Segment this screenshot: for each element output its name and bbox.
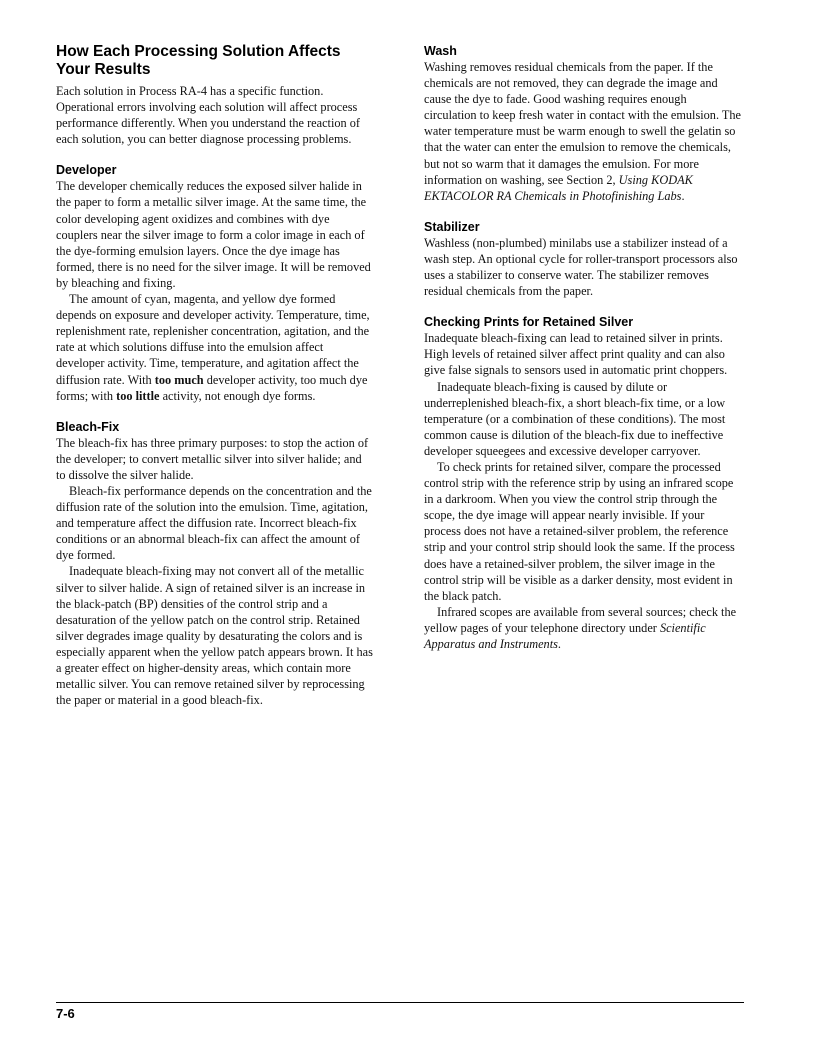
developer-paragraph-2: The amount of cyan, magenta, and yellow dye formed depends on exposure and developer activity. Temperature, time, replenishment rate, replenisher concentration, agitation, and the rate at which solutions diffuse into the emulsion affect developer activity. Time, temperature, and agitation affect the diffusion rate. With too much developer activity, too much dye forms; with too little activity, not enough dye forms. [56,292,370,403]
right-column [424,43,742,652]
retained-silver-paragraph-2: Inadequate bleach-fixing is caused by dilute or underreplenished bleach-fix, a short bleach-fix time, or a low temperature (or a combination of these conditions). The most common cause is dilution of the bleach-fix due to ineffective developer squeegees and excessive developer carryover. [424,379,726,458]
developer-heading: Developer [56,163,117,178]
retained-silver-heading: Checking Prints for Retained Silver [424,315,634,330]
section-title: How Each Processing Solution Affects Your Results [56,43,341,78]
bleach-fix-heading: Bleach-Fix [56,419,120,434]
retained-silver-paragraph-3: To check prints for retained silver, compare the processed control strip with the reference strip by using an infrared scope in a darkroom. When you view the control strip through the scope, the dye image will appear nearly invisible. If your process does not have a retained-silver problem, the reference strip and your control strip should look the same. If the process does have a retained-silver problem, the silver image in the control strip will be visible as a darker density, most evident in the black patch. [424,459,735,603]
intro-paragraph: Each solution in Process RA-4 has a specific function. Operational errors involving each solution will affect process performance differently. When you understand the reaction of each solution, you can better diagnose processing problems. [56,84,360,147]
retained-silver-paragraph-4: Infrared scopes are available from several sources; check the yellow pages of your telephone directory under Scientific Apparatus and Instruments. [424,604,737,651]
page-number: 7-6 [56,1006,75,1021]
stabilizer-paragraph: Washless (non-plumbed) minilabs use a stabilizer instead of a wash step. An optional cycle for roller-transport processors also uses a stabilizer to conserve water. The stabilizer removes residual chemicals from the paper. [424,235,738,299]
retained-silver-paragraph-1: Inadequate bleach-fixing can lead to retained silver in prints. High levels of retained silver affect print quality and can also give false signals to sensors used in automatic print choppers. [424,331,728,378]
wash-heading: Wash [424,44,457,58]
stabilizer-heading: Stabilizer [424,219,480,234]
footer-rule [56,1002,744,1003]
bleach-fix-paragraph-1: The bleach-fix has three primary purposes: to stop the action of the developer; to convert metallic silver into silver halide; and to dissolve the silver halide. [56,435,369,482]
left-column [56,43,374,708]
developer-paragraph-1: The developer chemically reduces the exposed silver halide in the paper to form a metallic silver image. At the same time, the color developing agent oxidizes and combines with dye couplers near the silver image to form a color image in each of the dye-forming emulsion layers. Once the dye image has formed, there is no need for the silver image. It will be removed by bleaching and fixing. [56,179,371,290]
bleach-fix-paragraph-2: Bleach-fix performance depends on the concentration and the diffusion rate of the solution into the emulsion. Time, agitation, and temperature affect the diffusion rate. Incorrect bleach-fix conditions or an abnormal bleach-fix can affect the amount of dye formed. [56,483,372,563]
bleach-fix-paragraph-3: Inadequate bleach-fixing may not convert all of the metallic silver to silver halide. A sign of retained silver is an increase in the black-patch (BP) densities of the control strip and a desaturation of the yellow patch on the control strip. Retained silver degrades image quality by desaturating the colors and is especially apparent when the yellow patch appears brown. It has a greater effect on higher-density areas, which contain more metallic silver. You can remove retained silver by reprocessing the paper or material in a good bleach-fix. [56,564,373,708]
wash-paragraph: Washing removes residual chemicals from the paper. If the chemicals are not removed, they can degrade the image and cause the dye to fade. Good washing requires enough circulation to keep fresh water in contact with the emulsion. The water temperature must be warm enough to swell the gelatin so that the water can enter the emulsion to remove the chemicals, but not so warm that it damages the emulsion. For more information on washing, see Section 2, Using KODAK EKTACOLOR RA Chemicals in Photofinishing Labs. [424,60,741,203]
